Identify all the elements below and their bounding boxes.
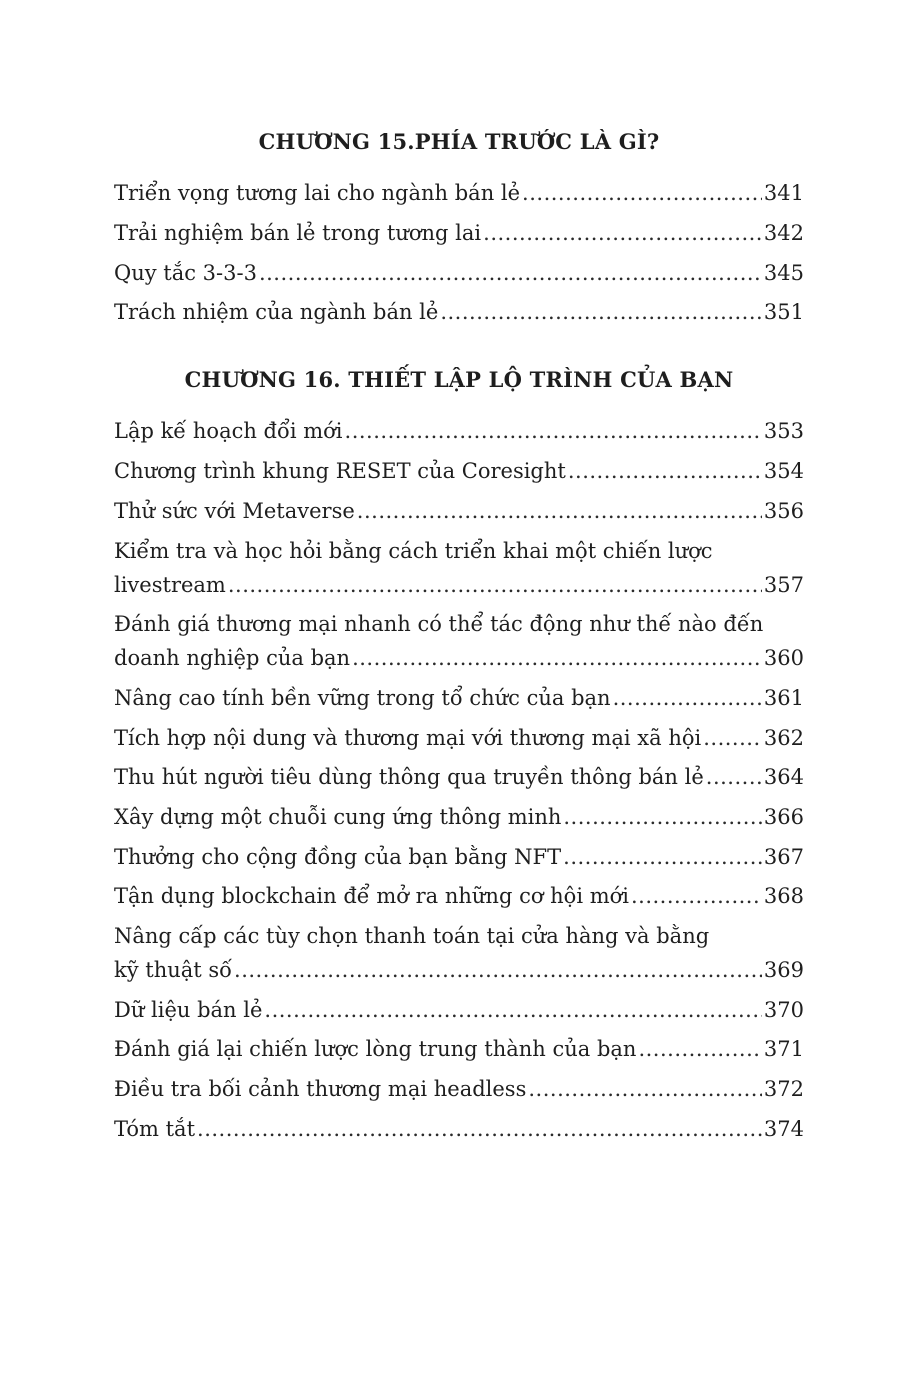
toc-entry[interactable] (114, 414, 804, 448)
dot-leader (259, 256, 762, 290)
toc-page-number: 372 (763, 1077, 804, 1101)
dot-leader (234, 953, 762, 987)
toc-entry[interactable] (114, 840, 804, 874)
toc-page-number: 369 (763, 958, 804, 982)
toc-page-number: 368 (763, 884, 804, 908)
toc-page-number: 356 (763, 499, 804, 523)
dot-leader (440, 295, 762, 329)
toc-entry[interactable] (114, 919, 804, 987)
toc-entry-label-line1: Kiểm tra và học hỏi bằng cách triển khai một chiến lược (114, 539, 713, 563)
toc-page-number: 345 (763, 261, 804, 285)
dot-leader (357, 494, 762, 528)
toc-entry-label-line1: Nâng cấp các tùy chọn thanh toán tại cửa hàng và bằng (114, 924, 710, 948)
dot-leader (228, 568, 762, 602)
toc-entry-label: Quy tắc 3-3-3 (114, 261, 257, 285)
dot-leader (345, 414, 762, 448)
dot-leader (568, 454, 762, 488)
dot-leader (522, 176, 762, 210)
toc-entry-label: Dữ liệu bán lẻ (114, 998, 263, 1022)
dot-leader (563, 840, 762, 874)
toc-page-number: 367 (763, 845, 804, 869)
toc-entry-label: Nâng cao tính bền vững trong tổ chức của bạn (114, 686, 611, 710)
toc-entry-label: Điều tra bối cảnh thương mại headless (114, 1077, 527, 1101)
toc-entry-label: Thưởng cho cộng đồng của bạn bằng NFT (114, 845, 562, 869)
dot-leader (197, 1112, 762, 1146)
toc-page-number: 351 (763, 300, 804, 324)
toc-entry[interactable] (114, 1032, 804, 1066)
toc-page-number: 371 (763, 1037, 804, 1061)
toc-page-number: 362 (763, 726, 804, 750)
dot-leader (706, 760, 762, 794)
toc-page-number: 374 (763, 1117, 804, 1141)
toc-entry[interactable] (114, 295, 804, 329)
toc-page-number: 342 (763, 221, 804, 245)
toc-entry-label: Tích hợp nội dung và thương mại với thương mại xã hội (114, 726, 702, 750)
toc-page-number: 364 (763, 765, 804, 789)
toc-entry-label: Xây dựng một chuỗi cung ứng thông minh (114, 805, 562, 829)
dot-leader (264, 993, 762, 1027)
dot-leader (483, 216, 762, 250)
dot-leader (638, 1032, 761, 1066)
toc-entry-label: Triển vọng tương lai cho ngành bán lẻ (114, 181, 521, 205)
dot-leader (613, 681, 762, 715)
dot-leader (528, 1072, 762, 1106)
toc-entry[interactable] (114, 760, 804, 794)
toc-entry-label: Đánh giá lại chiến lược lòng trung thành của bạn (114, 1037, 637, 1061)
toc-entry-label: kỹ thuật số (114, 958, 233, 982)
toc-entry[interactable] (114, 1112, 804, 1146)
dot-leader (563, 800, 762, 834)
toc-entry[interactable] (114, 494, 804, 528)
toc-page-number: 354 (763, 459, 804, 483)
toc-page-number: 341 (763, 181, 804, 205)
toc-entry-label: Thu hút người tiêu dùng thông qua truyền thông bán lẻ (114, 765, 704, 789)
toc-entry-label: livestream (114, 573, 226, 597)
toc-entry-label: Tóm tắt (114, 1117, 196, 1141)
toc-page-number: 357 (763, 573, 804, 597)
chapter-15-title: CHƯƠNG 15.PHÍA TRƯỚC LÀ GÌ? (258, 129, 660, 154)
toc-entry-label: doanh nghiệp của bạn (114, 646, 351, 670)
toc-entry[interactable] (114, 879, 804, 913)
toc-entry[interactable] (114, 256, 804, 290)
toc-entry-label-line1: Đánh giá thương mại nhanh có thể tác động như thế nào đến (114, 612, 764, 636)
toc-entry[interactable] (114, 454, 804, 488)
dot-leader (352, 641, 762, 675)
dot-leader (703, 721, 762, 755)
toc-entry[interactable] (114, 534, 804, 602)
toc-entry-label: Lập kế hoạch đổi mới (114, 419, 343, 443)
toc-page-number: 361 (763, 686, 804, 710)
chapter-16-title: CHƯƠNG 16. THIẾT LẬP LỘ TRÌNH CỦA BẠN (184, 367, 734, 392)
toc-entry-label: Trách nhiệm của ngành bán lẻ (114, 300, 439, 324)
toc-entry-label: Chương trình khung RESET của Coresight (114, 459, 566, 483)
toc-page-number: 370 (763, 998, 804, 1022)
toc-entry[interactable] (114, 681, 804, 715)
toc-entry[interactable] (114, 176, 804, 210)
toc-entry[interactable] (114, 800, 804, 834)
toc-entry[interactable] (114, 607, 804, 675)
toc-entry[interactable] (114, 1072, 804, 1106)
toc-page-number: 366 (763, 805, 804, 829)
toc-page-number: 360 (763, 646, 804, 670)
toc-entry[interactable] (114, 993, 804, 1027)
toc-entry-label: Trải nghiệm bán lẻ trong tương lai (114, 221, 482, 245)
toc-entry-label: Tận dụng blockchain để mở ra những cơ hội mới (114, 884, 629, 908)
toc-entry[interactable] (114, 216, 804, 250)
toc-entry-label: Thử sức với Metaverse (114, 499, 355, 523)
toc-entry[interactable] (114, 721, 804, 755)
toc-page-number: 353 (763, 419, 804, 443)
dot-leader (631, 879, 762, 913)
